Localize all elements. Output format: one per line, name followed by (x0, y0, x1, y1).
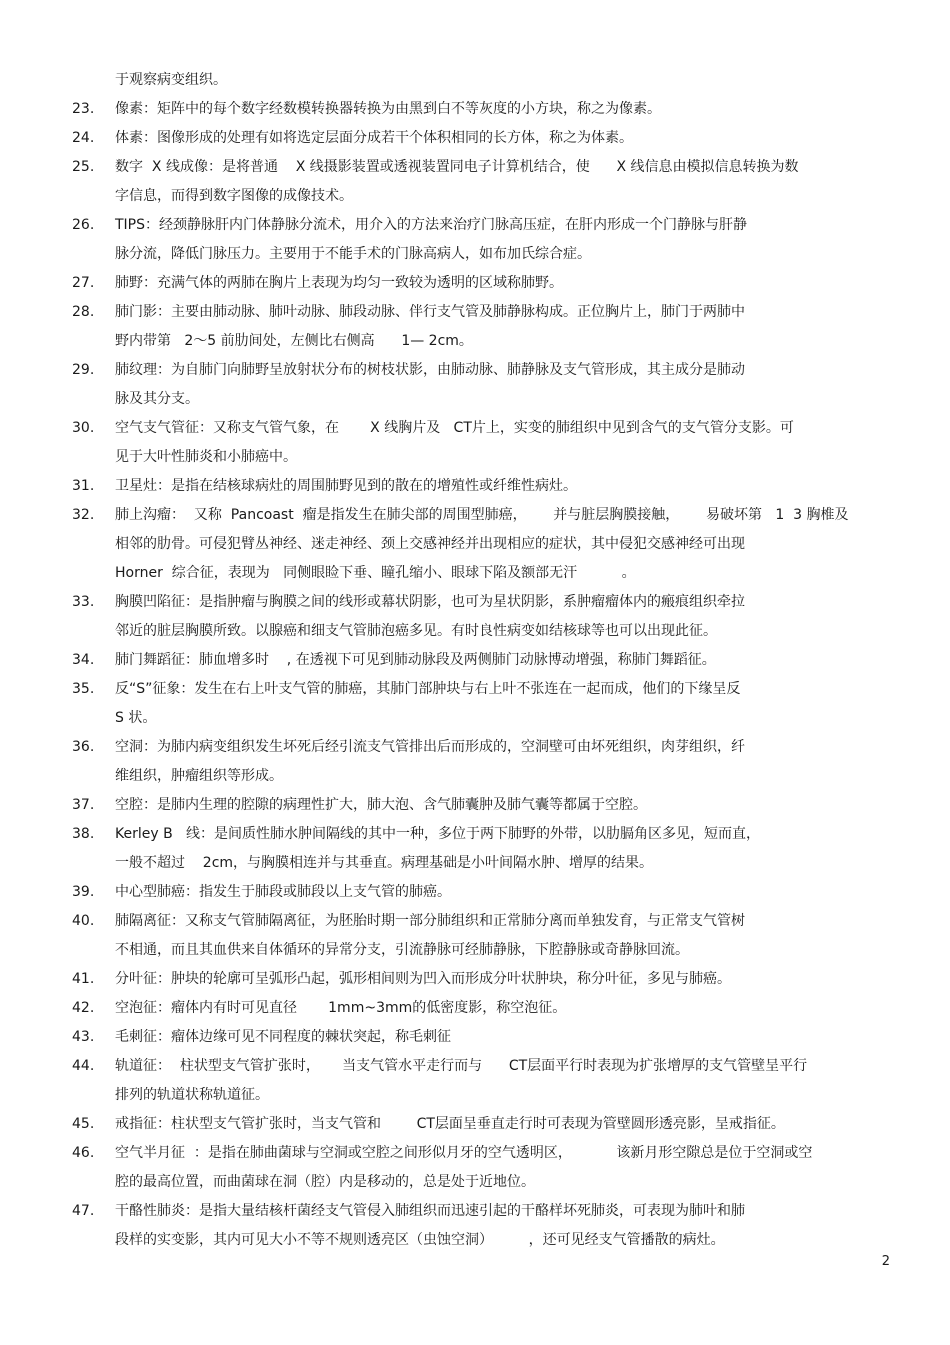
entry-number: 45. (72, 1116, 95, 1132)
entry-text: 体素：图像形成的处理有如将选定层面分成若干个体积相同的长方体，称之为体素。 (115, 130, 633, 146)
entry-text: 肺门舞蹈征：肺血增多时 , 在透视下可见到肺动脉段及两侧肺门动脉博动增强，称肺门舞蹈征。 (115, 652, 716, 668)
entry-text-continued: S 状。 (115, 710, 157, 726)
entry-number: 28. (72, 304, 95, 320)
entry-text-continued: 腔的最高位置，而曲菌球在洞（腔）内是移动的，总是处于近地位。 (115, 1174, 535, 1190)
entry-text: 中心型肺癌：指发生于肺段或肺段以上支气管的肺癌。 (115, 884, 451, 900)
page-number: 2 (881, 1254, 890, 1269)
entry-number: 39. (72, 884, 95, 900)
continuation-text: 于观察病变组织。 (115, 72, 227, 88)
entry-number: 27. (72, 275, 95, 291)
entry-text: 空腔：是肺内生理的腔隙的病理性扩大，肺大泡、含气肺囊肿及肺气囊等都属于空腔。 (115, 797, 647, 813)
entry-text-continued: 相邻的肋骨。可侵犯臂丛神经、迷走神经、颈上交感神经并出现相应的症状，其中侵犯交感神经可出现 (115, 536, 745, 552)
entry-text: 肺纹理：为自肺门向肺野呈放射状分布的树枝状影，由肺动脉、肺静脉及支气管形成，其主成分是肺动 (115, 362, 745, 378)
entry-text-continued: 字信息，而得到数字图像的成像技术。 (115, 188, 353, 204)
entry-number: 40. (72, 913, 95, 929)
entry-number: 36. (72, 739, 95, 755)
entry-number: 33. (72, 594, 95, 610)
entry-text-continued: 邻近的脏层胸膜所致。以腺癌和细支气管肺泡癌多见。有时良性病变如结核球等也可以出现此征。 (115, 623, 717, 639)
entry-number: 25. (72, 159, 95, 175)
entry-text: 数字 X 线成像：是将普通 X 线摄影装置或透视装置同电子计算机结合，使 X 线信息由模拟信息转换为数 (115, 159, 799, 175)
entry-number: 34. (72, 652, 95, 668)
entry-text: 卫星灶：是指在结核球病灶的周围肺野见到的散在的增殖性或纤维性病灶。 (115, 478, 577, 494)
entry-text: 干酪性肺炎：是指大量结核杆菌经支气管侵入肺组织而迅速引起的干酪样坏死肺炎，可表现为肺叶和肺 (115, 1203, 745, 1219)
entry-text: 肺门影：主要由肺动脉、肺叶动脉、肺段动脉、伴行支气管及肺静脉构成。正位胸片上，肺门于两肺中 (115, 304, 745, 320)
entry-text: 肺野：充满气体的两肺在胸片上表现为均匀一致较为透明的区域称肺野。 (115, 275, 563, 291)
entry-text: 空气半月征 ：是指在肺曲菌球与空洞或空腔之间形似月牙的空气透明区， 该新月形空隙总是位于空洞或空 (115, 1145, 813, 1161)
entry-text-continued: 脉及其分支。 (115, 391, 199, 407)
entry-number: 35. (72, 681, 95, 697)
entry-number: 23. (72, 101, 95, 117)
entry-text-continued: 排列的轨道状称轨道征。 (115, 1087, 269, 1103)
entry-text: 像素：矩阵中的每个数字经数模转换器转换为由黑到白不等灰度的小方块，称之为像素。 (115, 101, 661, 117)
entry-number: 46. (72, 1145, 95, 1161)
entry-number: 26. (72, 217, 95, 233)
entry-text: 胸膜凹陷征：是指肿瘤与胸膜之间的线形或幕状阴影，也可为星状阴影，系肿瘤瘤体内的瘢痕组织牵拉 (115, 594, 745, 610)
entry-text: Kerley B 线：是间质性肺水肿间隔线的其中一种，多位于两下肺野的外带，以肋膈角区多见，短而直， (115, 826, 761, 842)
entry-text-continued: 脉分流，降低门脉压力。主要用于不能手术的门脉高病人，如布加氏综合症。 (115, 246, 591, 262)
entry-text-continued: 野内带第 2～5 前肋间处，左侧比右侧高 1— 2cm。 (115, 333, 473, 349)
entry-text: 反“S”征象：发生在右上叶支气管的肺癌，其肺门部肿块与右上叶不张连在一起而成，他们的下缘呈反 (115, 681, 741, 697)
entry-text-continued: 段样的实变影，其内可见大小不等不规则透亮区（虫蚀空洞） ，还可见经支气管播散的病灶。 (115, 1232, 725, 1248)
entry-number: 31. (72, 478, 95, 494)
entry-text: 分叶征：肿块的轮廓可呈弧形凸起，弧形相间则为凹入而形成分叶状肿块，称分叶征，多见与肺癌。 (115, 971, 731, 987)
entry-text: 空洞：为肺内病变组织发生坏死后经引流支气管排出后而形成的，空洞壁可由坏死组织，肉芽组织，纤 (115, 739, 745, 755)
entry-number: 37. (72, 797, 95, 813)
entry-text-continued: 见于大叶性肺炎和小肺癌中。 (115, 449, 297, 465)
entry-number: 24. (72, 130, 95, 146)
entry-text: 空泡征：瘤体内有时可见直径 1mm~3mm的低密度影，称空泡征。 (115, 1000, 567, 1016)
entry-text: 戒指征：柱状型支气管扩张时，当支气管和 CT层面呈垂直走行时可表现为管壁圆形透亮影，呈戒指征。 (115, 1116, 785, 1132)
entry-text-continued: 不相通，而且其血供来自体循环的异常分支，引流静脉可经肺静脉，下腔静脉或奇静脉回流。 (115, 942, 689, 958)
entry-number: 42. (72, 1000, 95, 1016)
entry-text-continued: Horner 综合征，表现为 同侧眼睑下垂、瞳孔缩小、眼球下陷及额部无汗 。 (115, 565, 636, 581)
entry-number: 29. (72, 362, 95, 378)
entry-text: TIPS：经颈静脉肝内门体静脉分流术，用介入的方法来治疗门脉高压症，在肝内形成一个门静脉与肝静 (115, 217, 748, 233)
entry-text: 空气支气管征：又称支气管气象，在 X 线胸片及 CT片上，实变的肺组织中见到含气的支气管分支影。可 (115, 420, 794, 436)
entry-number: 44. (72, 1058, 95, 1074)
entry-text: 肺隔离征：又称支气管肺隔离征，为胚胎时期一部分肺组织和正常肺分离而单独发育，与正常支气管树 (115, 913, 745, 929)
entry-text: 轨道征： 柱状型支气管扩张时， 当支气管水平走行而与 CT层面平行时表现为扩张增厚的支气管壁呈平行 (115, 1058, 808, 1074)
entry-number: 47. (72, 1203, 95, 1219)
entry-text-continued: 一般不超过 2cm，与胸膜相连并与其垂直。病理基础是小叶间隔水肿、增厚的结果。 (115, 855, 654, 871)
entry-text: 肺上沟瘤： 又称 Pancoast 瘤是指发生在肺尖部的周围型肺癌， 并与脏层胸膜接触， 易破坏第 1 3 胸椎及 (115, 507, 849, 523)
entry-text: 毛刺征：瘤体边缘可见不同程度的棘状突起，称毛刺征 (115, 1029, 451, 1045)
entry-number: 41. (72, 971, 95, 987)
entry-number: 38. (72, 826, 95, 842)
entry-number: 30. (72, 420, 95, 436)
entry-number: 43. (72, 1029, 95, 1045)
entry-text-continued: 维组织，肿瘤组织等形成。 (115, 768, 283, 784)
entry-number: 32. (72, 507, 95, 523)
